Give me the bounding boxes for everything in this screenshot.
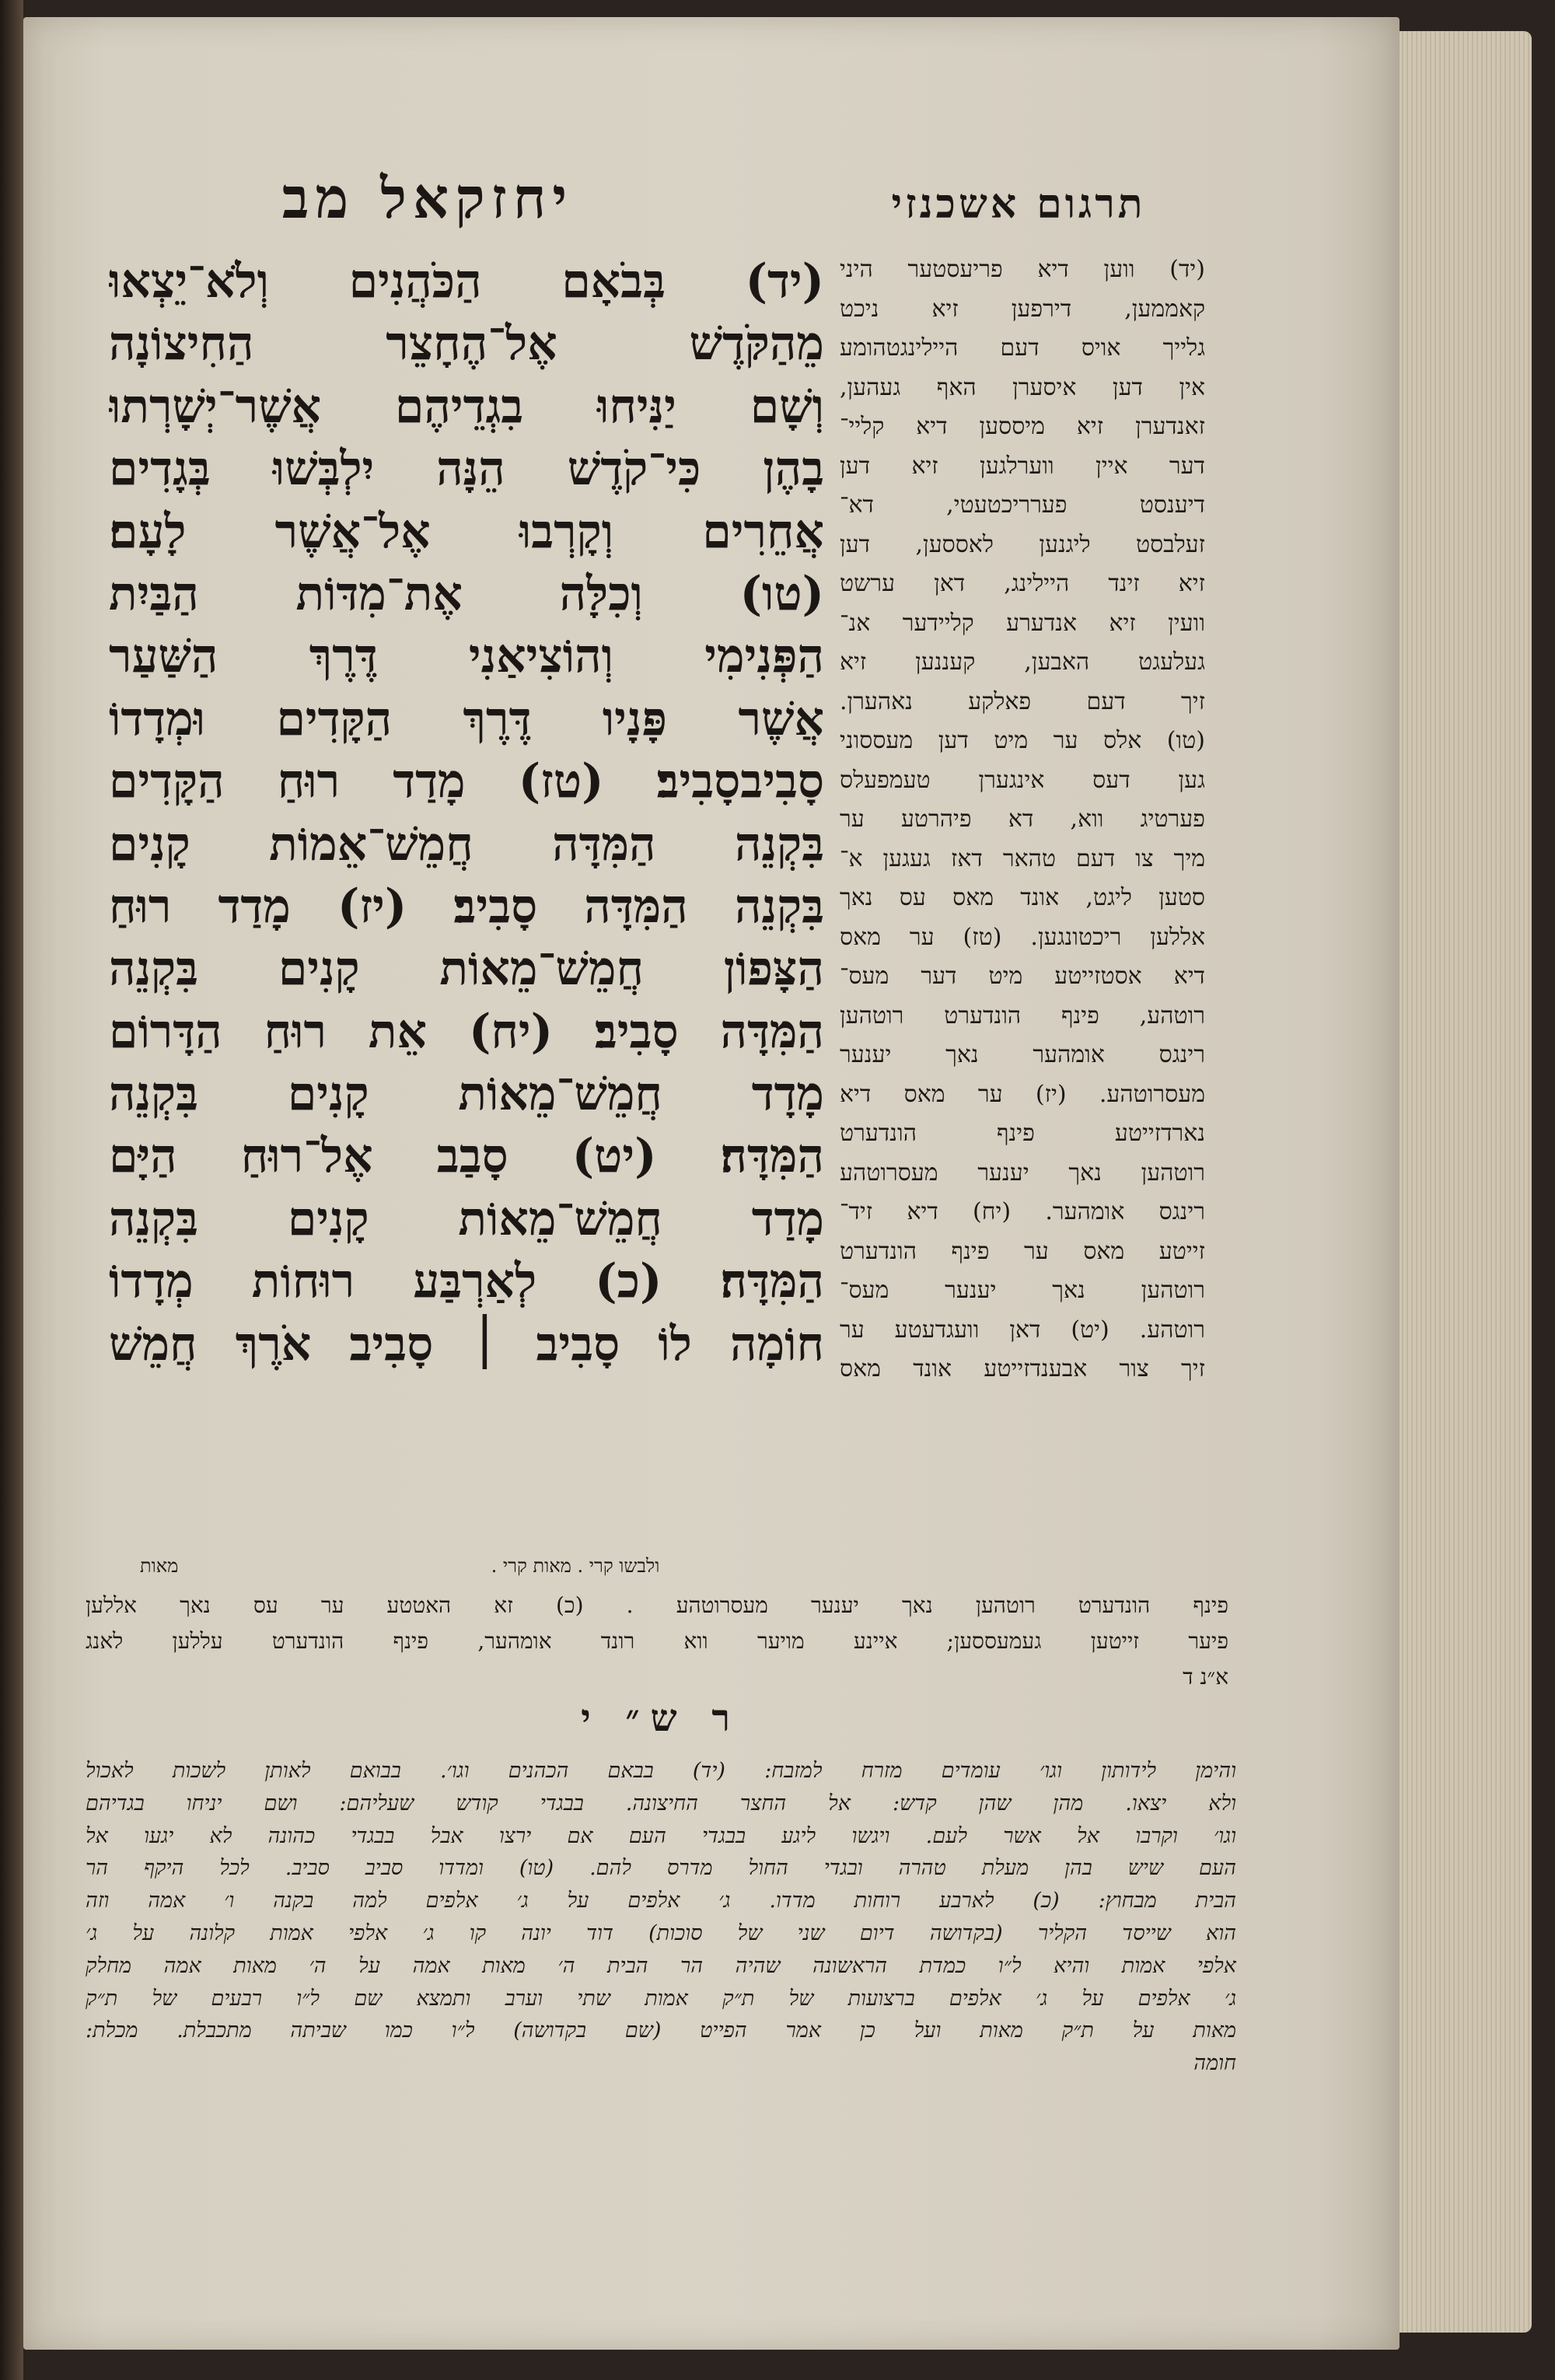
marginal-note-qere: ולבשו קרי . מאות קרי . bbox=[491, 1555, 660, 1577]
yiddish-line: רוטהע, פינף הונדערט רוטהען bbox=[840, 1001, 1205, 1029]
yiddish-line: זיא זינד היילינג, דאן ערשט bbox=[840, 570, 1205, 597]
hebrew-verse-line: מֵהַקֹּדֶשׁ אֶל־הֶחָצֵר הַחִיצוֹנָה bbox=[109, 316, 824, 372]
rashi-line: ולא יצאו. מהן שהן קדש: אל החצר החיצונה. בבגדי קודש שעליהם: ושם יניחו בגדיהם bbox=[86, 1791, 1236, 1816]
translation-continuation bbox=[86, 1588, 1228, 1695]
yiddish-line: פערטיג ווא, דא פיהרטע ער bbox=[840, 806, 1205, 833]
yiddish-line: וועין זיא אנדערע קליידער אנ־ bbox=[840, 609, 1205, 637]
book-page bbox=[23, 17, 1400, 2350]
full-width-line: א״נ ד bbox=[1183, 1664, 1228, 1690]
hebrew-verse-line: הַצָּפוֹן חֲמֵשׁ־מֵאוֹת קָנִים בִּקְנֵה bbox=[109, 942, 824, 997]
hebrew-verse-line: בָהֶן כִּי־קֹדֶשׁ הֵנָּה יִלְבְּשׁוּ בְּגָדִים bbox=[109, 442, 824, 497]
yiddish-line: מעסרוטהע. (יז) ער מאס דיא bbox=[840, 1080, 1205, 1108]
yiddish-line: זעלבסט ליגנען לאססען, דען bbox=[840, 530, 1205, 558]
hebrew-verse-line: וְשָׁם יַנִּיחוּ בִגְדֵיהֶם אֲשֶׁר־יְשָׁרְתוּ bbox=[109, 379, 824, 434]
hebrew-verse-line: חוֹמָה לוֹ סָבִיב ׀ סָבִיב אֹרֶךְ חֲמֵשׁ bbox=[109, 1316, 824, 1372]
hebrew-verse-line: הַפְּנִימִי וְהוֹצִיאַנִי דֶּרֶךְ הַשַּׁעַר bbox=[109, 629, 824, 684]
rashi-commentary bbox=[86, 1755, 1236, 2080]
yiddish-line: (טו) אלס ער מיט דען מעססוני bbox=[840, 727, 1205, 754]
yiddish-line: גלייך אויס דעם היילינגטהומע bbox=[840, 334, 1205, 362]
yiddish-line: מיך צו דעם טהאר דאז געגען א־ bbox=[840, 844, 1205, 872]
yiddish-line: (יד) ווען דיא פריעסטער היני bbox=[840, 256, 1205, 283]
hebrew-verse-line: מָדָד חֲמֵשׁ־מֵאוֹת קָנִים בִּקְנֵה bbox=[109, 1067, 824, 1122]
hebrew-verse-line: אֲשֶׁר פָּנָיו דֶּרֶךְ הַקָּדִים וּמְדָדוֹ bbox=[109, 691, 824, 746]
hebrew-text-column bbox=[109, 250, 824, 1375]
yiddish-line: רוטהען נאך יענער מעסרוטהע bbox=[840, 1159, 1205, 1187]
yiddish-line: רינגס אומהער. (יח) דיא זיד־ bbox=[840, 1198, 1205, 1225]
hebrew-verse-line: הַמִּדָּה׃ (יט) סָבַב אֶל־רוּחַ הַיָּם bbox=[109, 1129, 824, 1184]
full-width-line: פיער זייטען געמעססען; איינע מויער ווא רונד אומהער, פינף הונדערט עללען לאנג bbox=[86, 1628, 1228, 1654]
yiddish-translation-column bbox=[840, 250, 1205, 1389]
hebrew-verse-line: אֲחֵרִים וְקָרְבוּ אֶל־אֲשֶׁר לָעָם׃ bbox=[109, 504, 824, 559]
yiddish-line: דיא אסטזייטע מיט דער מעס־ bbox=[840, 963, 1205, 990]
yiddish-line: זיך צור אבענדזייטע אונד מאס bbox=[840, 1355, 1205, 1382]
marginal-notes bbox=[109, 1550, 840, 1581]
rashi-line: אלפי אמות והיא ל״ו כמדת הראשונה שהיה הר הבית ה׳ מאות אמה על ה׳ מאות אמה מחלק bbox=[86, 1953, 1236, 1978]
hebrew-verse-line: הַמִּדָּה׃ (כ) לְאַרְבַּע רוּחוֹת מְדָדוֹ bbox=[109, 1254, 824, 1309]
yiddish-line: דער איין ווערלגען זיא דען bbox=[840, 452, 1205, 480]
hebrew-verse-line: סָבִיבסָבִיב׃ (טז) מָדַד רוּחַ הַקָּדִים bbox=[109, 754, 824, 809]
rashi-line: העם שיש בהן מעלת טהרה ובגדי החול מדרס להם. (טו) ומדדו סביב סביב. לכל היקף הר bbox=[86, 1856, 1236, 1881]
page-title-hebrew: יחזקאל מב bbox=[281, 165, 574, 231]
yiddish-line: רוטהען נאך יענער מעס־ bbox=[840, 1277, 1205, 1304]
rashi-line: ג׳ אלפים על ג׳ אלפים ברצועות של ת״ק אמות שתי וערב ותמצא שם ל״ו רבעים של ת״ק bbox=[86, 1986, 1236, 2011]
hebrew-verse-line: בִּקְנֵה הַמִּדָּה חֲמֵשׁ־אֵמוֹת קָנִים bbox=[109, 816, 824, 872]
yiddish-line: רינגס אומהער נאך יענער bbox=[840, 1041, 1205, 1068]
rashi-line: הוא שייסד הקליר (בקדושה דיום שני של סוכות) דוד יונה קו ג׳ אלפי אמות קלונה על ג׳ bbox=[86, 1920, 1236, 1945]
yiddish-line: אין דען איסערן האף געהען, bbox=[840, 373, 1205, 401]
yiddish-line: סטען ליגט, אונד מאס עס נאך bbox=[840, 884, 1205, 911]
rashi-line: חומה bbox=[1193, 2051, 1236, 2076]
hebrew-verse-line: הַמִּדָּה סָבִיב׃ (יח) אֵת רוּחַ הַדָּרוֹם bbox=[109, 1004, 824, 1059]
yiddish-line: געלעגט האבען, קעננען זיא bbox=[840, 648, 1205, 676]
rashi-line: הבית מבחוץ: (כ) לארבע רוחות מדדו. ג׳ אלפים על ג׳ אלפים למה בקנה ו׳ אמה וזה bbox=[86, 1889, 1236, 1913]
yiddish-line: זייטע מאס ער פינף הונדערט bbox=[840, 1237, 1205, 1265]
hebrew-verse-line: מָדַד חֲמֵשׁ־מֵאוֹת קָנִים בִּקְנֵה bbox=[109, 1191, 824, 1246]
page-edges bbox=[1400, 31, 1532, 2333]
rashi-line: והימן לידותון וגו׳ עומדים מזרח למזבח: (יד) בבאם הכהנים וגו׳. בבואם לאותן לשכות לאכול bbox=[86, 1759, 1236, 1783]
book-spine bbox=[0, 0, 23, 2380]
yiddish-line: דיענסט פערריכטעטי, דא־ bbox=[840, 491, 1205, 519]
page-title-translation: תרגום אשכנזי bbox=[891, 180, 1146, 228]
yiddish-line: אללען ריכטונגען. (טז) ער מאס bbox=[840, 923, 1205, 951]
rashi-line: מאות על ת״ק מאות ועל כן אמר הפייט (שם בקדושה) ל״ו כמו שביתה מתכבלת. מכלת: bbox=[86, 2018, 1236, 2043]
rashi-line: וגו׳ וקרבו אל אשר לעם. ויגשו ליגע בבגדי העם אם ירצו אבל בבגדי כהונה לא יגעו אל bbox=[86, 1823, 1236, 1848]
yiddish-line: קאממען, דירפען זיא ניכט bbox=[840, 295, 1205, 323]
hebrew-verse-line: (טו) וְכִלָּה אֶת־מִדּוֹת הַבַּיִת bbox=[109, 566, 824, 621]
yiddish-line: זאנדערן זיא מיססען דיא קליי־ bbox=[840, 413, 1205, 440]
yiddish-line: גען דעס אינגערן טעמפעלס bbox=[840, 766, 1205, 794]
marginal-note-left: מאות bbox=[140, 1555, 179, 1577]
rashi-heading: ר ש״ י bbox=[581, 1697, 741, 1740]
full-width-line: פינף הונדערט רוטהען נאך יענער מעסרוטהע . (כ) זא האטטע ער עס נאך אללען bbox=[86, 1592, 1228, 1618]
yiddish-line: רוטהע. (יט) דאן וועגדעטע ער bbox=[840, 1316, 1205, 1344]
yiddish-line: נארדזייטע פינף הונדערט bbox=[840, 1120, 1205, 1147]
hebrew-verse-line: (יד) בְּבֹאָם הַכֹּהֲנִים וְלֹא־יֵצְאוּ bbox=[109, 254, 824, 309]
hebrew-verse-line: בִּקְנֵה הַמִּדָּה סָבִיב׃ (יז) מָדַד רוּחַ bbox=[109, 879, 824, 934]
yiddish-line: זיך דעם פאלקע נאהערן. bbox=[840, 687, 1205, 715]
